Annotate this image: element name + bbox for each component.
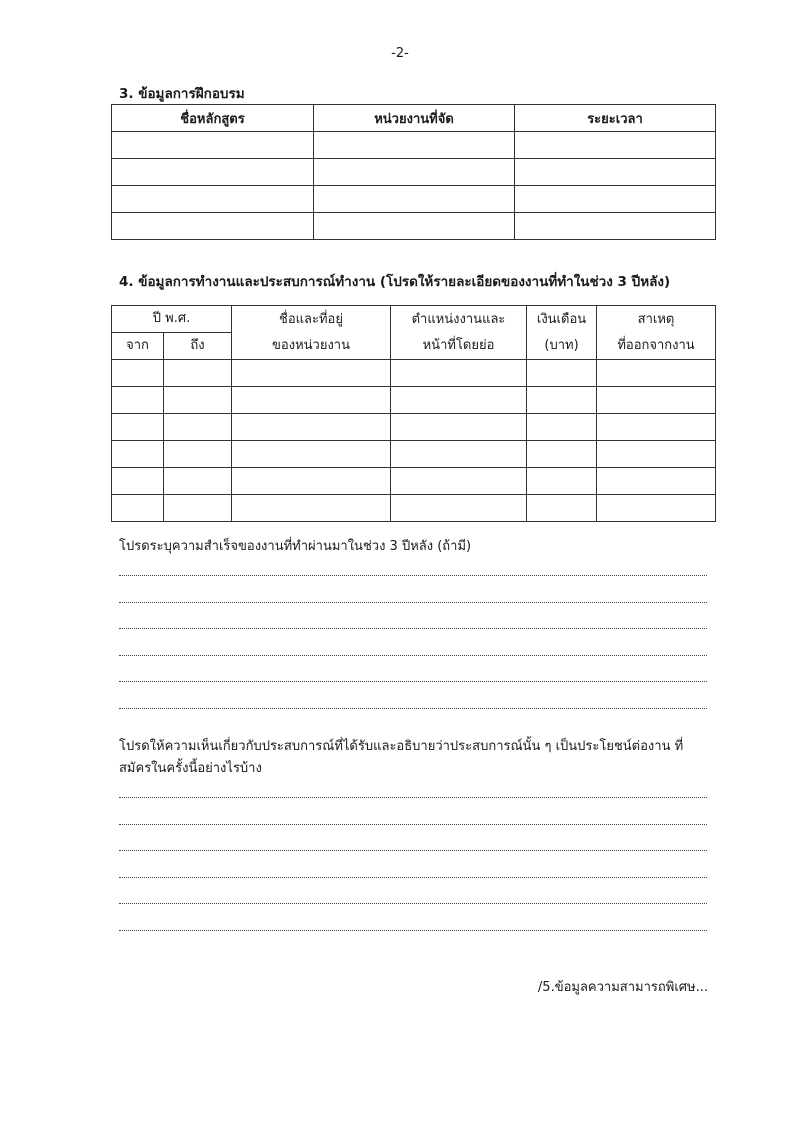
opinion-answer-line[interactable] bbox=[119, 930, 707, 931]
opinion-answer-line[interactable] bbox=[119, 824, 707, 825]
leave-reason-cell[interactable] bbox=[597, 387, 716, 414]
work-row bbox=[112, 468, 716, 495]
training-row bbox=[112, 213, 716, 240]
training-course-cell[interactable] bbox=[112, 132, 314, 159]
organization-cell[interactable] bbox=[232, 468, 391, 495]
opinion-answer-line[interactable] bbox=[119, 877, 707, 878]
organization-cell[interactable] bbox=[232, 495, 391, 522]
training-course-cell[interactable] bbox=[112, 186, 314, 213]
salary-header bbox=[527, 306, 597, 360]
organization-header bbox=[232, 306, 391, 360]
training-duration-cell[interactable] bbox=[515, 186, 716, 213]
salary-cell[interactable] bbox=[527, 387, 597, 414]
leave-reason-cell[interactable] bbox=[597, 495, 716, 522]
work-row bbox=[112, 495, 716, 522]
page-number: -2- bbox=[391, 46, 409, 61]
training-table bbox=[111, 104, 716, 240]
year-header: ปี พ.ศ. bbox=[112, 306, 232, 333]
position-header-line-1: ตำแหน่งงานและ bbox=[411, 311, 506, 327]
work-row bbox=[112, 387, 716, 414]
achievements-prompt: โปรดระบุความสำเร็จของงานที่ทำผ่านมาในช่วง 3 ปีหลัง (ถ้ามี) bbox=[119, 539, 472, 554]
salary-cell[interactable] bbox=[527, 495, 597, 522]
work-row bbox=[112, 441, 716, 468]
year-from-cell[interactable] bbox=[112, 387, 164, 414]
training-organizer-cell[interactable] bbox=[314, 186, 515, 213]
position-cell[interactable] bbox=[391, 441, 527, 468]
training-duration-cell[interactable] bbox=[515, 213, 716, 240]
training-row bbox=[112, 132, 716, 159]
salary-cell[interactable] bbox=[527, 360, 597, 387]
opinion-answer-line[interactable] bbox=[119, 797, 707, 798]
achievements-answer-line[interactable] bbox=[119, 602, 707, 603]
opinion-prompt: โปรดให้ความเห็นเกี่ยวกับประสบการณ์ที่ได้รับและอธิบายว่าประสบการณ์นั้น ๆ เป็นประโยชน์ต่องาน ที่สมัครในครั้งนี้อย่างไรบ้าง bbox=[119, 739, 684, 776]
training-organizer-cell[interactable] bbox=[314, 213, 515, 240]
achievements-answer-line[interactable] bbox=[119, 575, 707, 576]
year-to-cell[interactable] bbox=[164, 414, 232, 441]
position-header-line-2: หน้าที่โดยย่อ bbox=[422, 337, 495, 353]
training-organizer-cell[interactable] bbox=[314, 159, 515, 186]
leave-reason-cell[interactable] bbox=[597, 360, 716, 387]
year-from-cell[interactable] bbox=[112, 414, 164, 441]
leave-reason-cell[interactable] bbox=[597, 441, 716, 468]
opinion-answer-line[interactable] bbox=[119, 850, 707, 851]
training-organizer-cell[interactable] bbox=[314, 132, 515, 159]
year-from-cell[interactable] bbox=[112, 468, 164, 495]
year-to-cell[interactable] bbox=[164, 468, 232, 495]
organization-cell[interactable] bbox=[232, 414, 391, 441]
salary-cell[interactable] bbox=[527, 414, 597, 441]
work-experience-table bbox=[111, 305, 716, 522]
training-duration-cell[interactable] bbox=[515, 132, 716, 159]
training-course-cell[interactable] bbox=[112, 213, 314, 240]
continuation-note: /5.ข้อมูลความสามารถพิเศษ... bbox=[537, 980, 708, 995]
salary-header-line-2: (บาท) bbox=[544, 337, 579, 353]
training-organizer-header: หน่วยงานที่จัด bbox=[314, 105, 515, 132]
work-row bbox=[112, 414, 716, 441]
position-cell[interactable] bbox=[391, 414, 527, 441]
training-row bbox=[112, 159, 716, 186]
leave-reason-header-line-1: สาเหตุ bbox=[637, 311, 675, 327]
leave-reason-header-line-2: ที่ออกจากงาน bbox=[617, 337, 695, 353]
leave-reason-header bbox=[597, 306, 716, 360]
organization-header-line-2: ของหน่วยงาน bbox=[272, 337, 350, 353]
year-to-cell[interactable] bbox=[164, 441, 232, 468]
opinion-answer-line[interactable] bbox=[119, 903, 707, 904]
salary-cell[interactable] bbox=[527, 468, 597, 495]
organization-header-line-1: ชื่อและที่อยู่ bbox=[279, 311, 343, 327]
year-to-header: ถึง bbox=[164, 333, 232, 360]
year-to-cell[interactable] bbox=[164, 387, 232, 414]
position-cell[interactable] bbox=[391, 495, 527, 522]
training-course-cell[interactable] bbox=[112, 159, 314, 186]
achievements-answer-line[interactable] bbox=[119, 681, 707, 682]
salary-cell[interactable] bbox=[527, 441, 597, 468]
training-row bbox=[112, 186, 716, 213]
organization-cell[interactable] bbox=[232, 387, 391, 414]
achievements-answer-line[interactable] bbox=[119, 708, 707, 709]
achievements-answer-line[interactable] bbox=[119, 655, 707, 656]
year-from-cell[interactable] bbox=[112, 495, 164, 522]
leave-reason-cell[interactable] bbox=[597, 414, 716, 441]
year-to-cell[interactable] bbox=[164, 495, 232, 522]
training-duration-cell[interactable] bbox=[515, 159, 716, 186]
salary-header-line-1: เงินเดือน bbox=[536, 311, 587, 327]
section-3-heading: 3. ข้อมูลการฝึกอบรม bbox=[119, 86, 245, 102]
organization-cell[interactable] bbox=[232, 360, 391, 387]
position-cell[interactable] bbox=[391, 387, 527, 414]
training-duration-header: ระยะเวลา bbox=[515, 105, 716, 132]
position-cell[interactable] bbox=[391, 468, 527, 495]
year-to-cell[interactable] bbox=[164, 360, 232, 387]
organization-cell[interactable] bbox=[232, 441, 391, 468]
work-row bbox=[112, 360, 716, 387]
position-header bbox=[391, 306, 527, 360]
position-cell[interactable] bbox=[391, 360, 527, 387]
year-from-cell[interactable] bbox=[112, 441, 164, 468]
leave-reason-cell[interactable] bbox=[597, 468, 716, 495]
year-from-cell[interactable] bbox=[112, 360, 164, 387]
year-from-header: จาก bbox=[112, 333, 164, 360]
section-4-heading: 4. ข้อมูลการทำงานและประสบการณ์ทำงาน (โปรดให้รายละเอียดของงานที่ทำในช่วง 3 ปีหลัง) bbox=[119, 274, 671, 290]
training-course-header: ชื่อหลักสูตร bbox=[112, 105, 314, 132]
achievements-answer-line[interactable] bbox=[119, 628, 707, 629]
